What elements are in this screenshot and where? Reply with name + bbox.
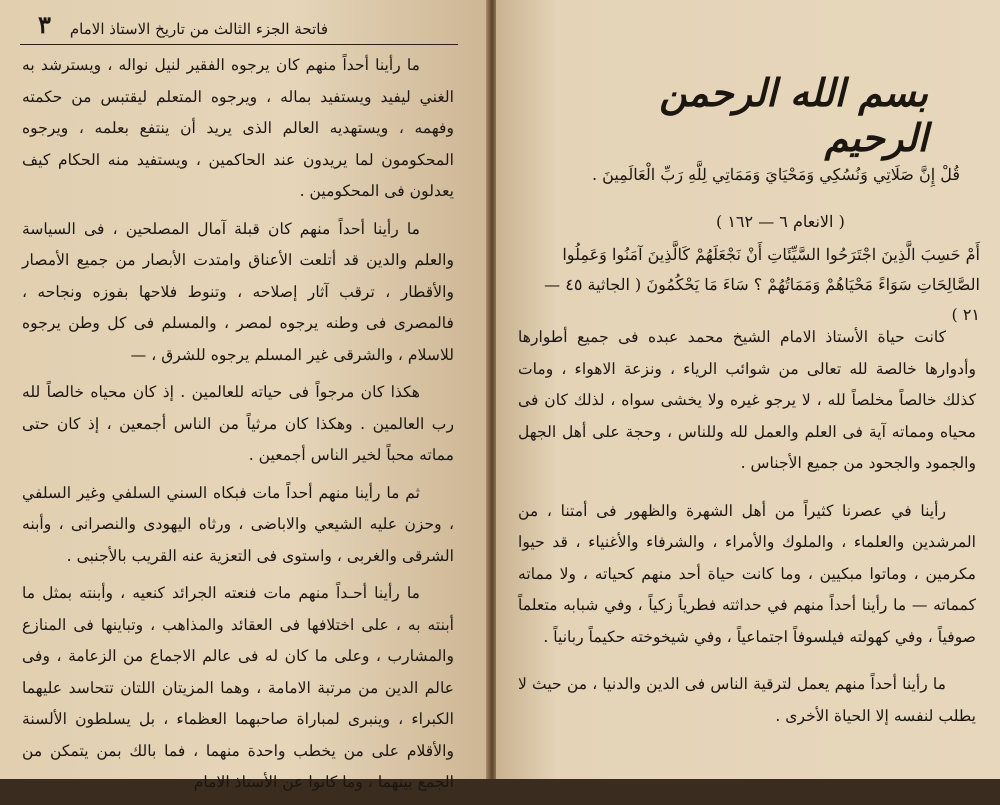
running-head	[20, 10, 458, 45]
page-number: ٣	[38, 10, 51, 39]
running-head-title: فاتحة الجزء الثالث من تاريخ الاستاذ الامام	[69, 20, 328, 38]
paragraph: ما رأينا أحداً منهم يعمل لترقية الناس فى الدين والدنيا ، من حيث لا يطلب لنفسه إلا الحياة الأخرى .	[518, 675, 976, 725]
quran-verse: قُلْ إِنَّ صَلَاتِي وَنُسُكِي وَمَحْيَايَ وَمَمَاتِي لِلَّهِ رَبِّ الْعَالَمِينَ .	[591, 165, 960, 184]
paragraph: هكذا كان مرجواً فى حياته للعالمين . إذ كان محياه خالصاً لله رب العالمين . وهكذا كان مرثياً من الناس أجمعين ، إذ كان حتى مماته محباً لخير الناس أجمعين .	[22, 383, 454, 464]
paragraph: ما رأينا أحـداً منهم مات فنعته الجرائد كنعيه ، وأبنته بمثل ما أبنته به ، على اختلافها فى العقائد والمذاهب ، وتباينها فى المنازع والمشارب ، وعلى ما كان له فى عالم الاجماع من الزعامة ، وفى عالم الدين من مرتبة الامامة ، وهما المزيتان اللتان تتحاسد عليهما الكبراء ، وينبرى لمباراة صاحبهما العظماء ، بل يسلطون الألسنة والأقلام على من يخطب واحدة منهما ، فما بالك بمن يتمكن من الجمع بينهما ، وما كانوا عن الأستاذ الامام	[22, 584, 454, 791]
paragraph: ثم ما رأينا منهم أحداً مات فبكاه السني السلفي وغير السلفي ، وحزن عليه الشيعي والاباضى ، ورثاه اليهودى والنصرانى ، وأبنه الشرقى والغربى ، واستوى فى التعزية عنه القريب بالأجنبى .	[22, 483, 454, 565]
left-body-text	[22, 50, 454, 805]
left-page	[0, 0, 488, 791]
paragraph: ما رأينا أحداً منهم كان قبلة آمال المصلحين ، فى السياسة والعلم والدين قد أتلعت الأعناق وامتدت الأبصار من جميع الأمصار والأقطار ، ترقب آثار إصلاحه ، وتنوط فلاحها بفوزه ونجاحه ، فالمصرى فى وطنه يرجوه لمصر ، والمسلم فى كل وطن يرجوه للاسلام ، والشرقى غير المسلم يرجوه للشرق ، —	[22, 219, 454, 364]
paragraph: رأينا في عصرنا كثيراً من أهل الشهرة والظهور فى أمتنا ، من المرشدين والعلماء ، والملوك والأمراء ، والشرفاء والأغنياء ، قد حيوا مكرمين ، وماتوا مبكيين ، وما كانت حياة أحد منهم كحياته ، ولا مماته كمماته — ما رأينا أحداً منهم في حداثته فطرياً زكياً ، وفي شبابه متعلماً صوفياً ، وفي كهولته فيلسوفاً اجتماعياً ، وفي شيخوخته حكيماً ربانياً .	[518, 501, 976, 646]
basmala-calligraphy: بسم الله الرحمن الرحيم	[659, 70, 928, 160]
paragraph: ما رأينا أحداً منهم كان يرجوه الفقير لنيل نواله ، ويسترشد به الغني ليفيد ويستفيد بماله ، ويرجوه المتعلم ليقتبس من حكمته وفهمه ، ويستهديه العالم الذى يريد أن ينتفع بعلمه ، ويرجوه المحكومون لما يريدون عند الحاكمين ، ويستفيد منه الحكام كيف يعدلون فى المحكومين .	[22, 56, 454, 200]
paragraph: كانت حياة الأستاذ الامام الشيخ محمد عبده فى جميع أطوارها وأدوارها خالصة لله تعالى من شوائب الرياء ، ونزعة الاهواء ، ومات كذلك خالصاً مخلصاً لله ، لا يرجو غيره ولا يخشى سواه ، لذلك كان فى محياه ومماته آية فى العلم والعمل لله وللناس ، وحجة على أهل الجهل والجمود والجحود من جميع الأجناس .	[518, 328, 976, 472]
verse-reference: ( الانعام ٦ — ١٦٢ )	[716, 212, 845, 231]
right-page	[496, 0, 1000, 779]
quran-verse: أَمْ حَسِبَ الَّذِينَ اجْتَرَحُوا السَّيِّئَاتِ أَنْ نَجْعَلَهُمْ كَالَّذِينَ آمَنُوا وَعَمِلُوا الصَّالِحَاتِ سَوَاءً مَحْيَاهُمْ وَمَمَاتُهُمْ ؟ سَاءَ مَا يَحْكُمُونَ ( الجاثية ٤٥ — ٢١ )	[544, 245, 980, 324]
right-body-text	[518, 322, 976, 748]
